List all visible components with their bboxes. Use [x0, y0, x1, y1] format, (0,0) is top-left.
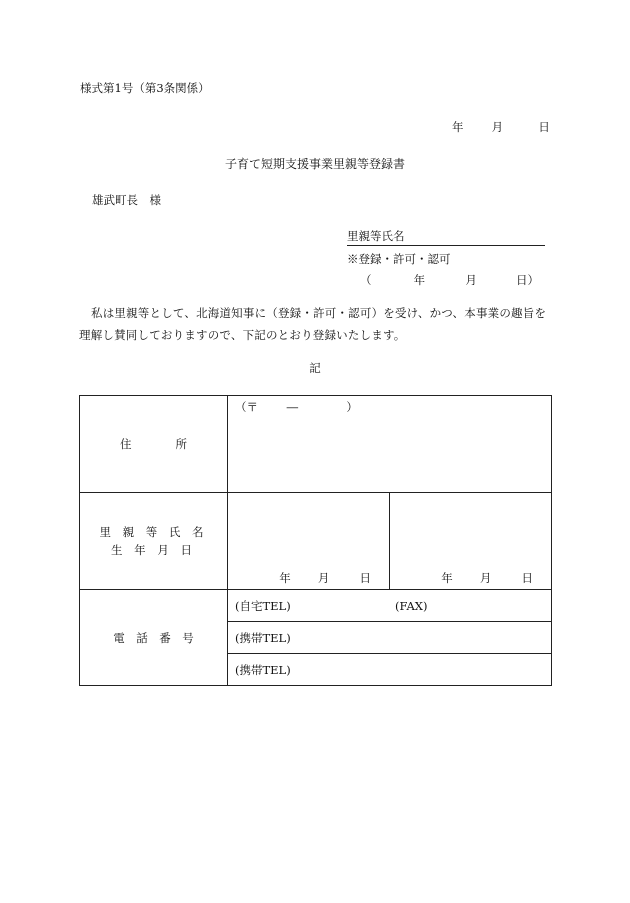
- address-label-1: 住: [120, 437, 132, 451]
- birth-month-1: 月: [317, 571, 330, 585]
- registration-date: [347, 272, 545, 288]
- addressee: 雄武町長 様: [92, 193, 161, 207]
- birth-year-2: 年: [441, 571, 453, 585]
- birth-day-1: 日: [359, 571, 371, 585]
- reg-date-day: 日）: [515, 273, 539, 287]
- birth-year-1: 年: [279, 571, 291, 585]
- postal-code: [235, 399, 358, 415]
- zip-close: ）: [346, 400, 358, 414]
- mobile-tel-field-1[interactable]: [228, 622, 552, 654]
- birth-month-2: 月: [479, 571, 492, 585]
- name-field-1[interactable]: [228, 493, 390, 590]
- declaration-text: 私は里親等として、北海道知事に（登録・許可・認可）を受け、かつ、本事業の趣旨を理解し賛同しておりますので、下記のとおり登録いたします。: [79, 306, 547, 342]
- applicant-name-label: 里親等氏名: [347, 229, 405, 243]
- zip-open: （〒: [235, 400, 258, 414]
- phone-label-cell: [80, 590, 228, 686]
- home-tel-field[interactable]: [228, 590, 552, 622]
- date-month: 月: [491, 120, 504, 134]
- birth-day-2: 日: [521, 571, 533, 585]
- applicant-block: [347, 228, 545, 288]
- address-label-2: 所: [175, 437, 187, 451]
- phone-label: 電 話 番 号: [113, 630, 194, 645]
- form-number: 様式第1号（第3条関係）: [80, 81, 210, 95]
- document-title: 子育て短期支援事業里親等登録書: [224, 157, 405, 171]
- reg-date-year: 年: [413, 273, 426, 287]
- submission-date: [452, 119, 550, 135]
- date-day: 日: [538, 120, 550, 134]
- registration-types: ※登録・許可・認可: [347, 252, 451, 266]
- birthdate-2: [441, 570, 533, 586]
- name-birth-label-cell: [80, 493, 228, 590]
- registration-table: [79, 395, 552, 686]
- birthdate-label: 生 年 月 日: [111, 543, 196, 557]
- date-year: 年: [452, 120, 464, 134]
- name-label: 里 親 等 氏 名: [99, 525, 208, 539]
- reg-date-open: （: [360, 273, 372, 287]
- reg-date-month: 月: [465, 273, 477, 287]
- ki-heading: 記: [309, 361, 321, 375]
- birthdate-1: [279, 570, 371, 586]
- address-field[interactable]: [228, 396, 552, 493]
- zip-dash: ―: [286, 400, 299, 414]
- address-label-cell: [80, 396, 228, 493]
- home-tel-label: (自宅TEL): [235, 598, 291, 613]
- applicant-name-field[interactable]: [347, 228, 545, 246]
- mobile-tel-label-1: (携帯TEL): [235, 630, 291, 645]
- fax-label: (FAX): [395, 598, 428, 613]
- mobile-tel-field-2[interactable]: [228, 654, 552, 686]
- name-field-2[interactable]: [390, 493, 552, 590]
- mobile-tel-label-2: (携帯TEL): [235, 662, 291, 677]
